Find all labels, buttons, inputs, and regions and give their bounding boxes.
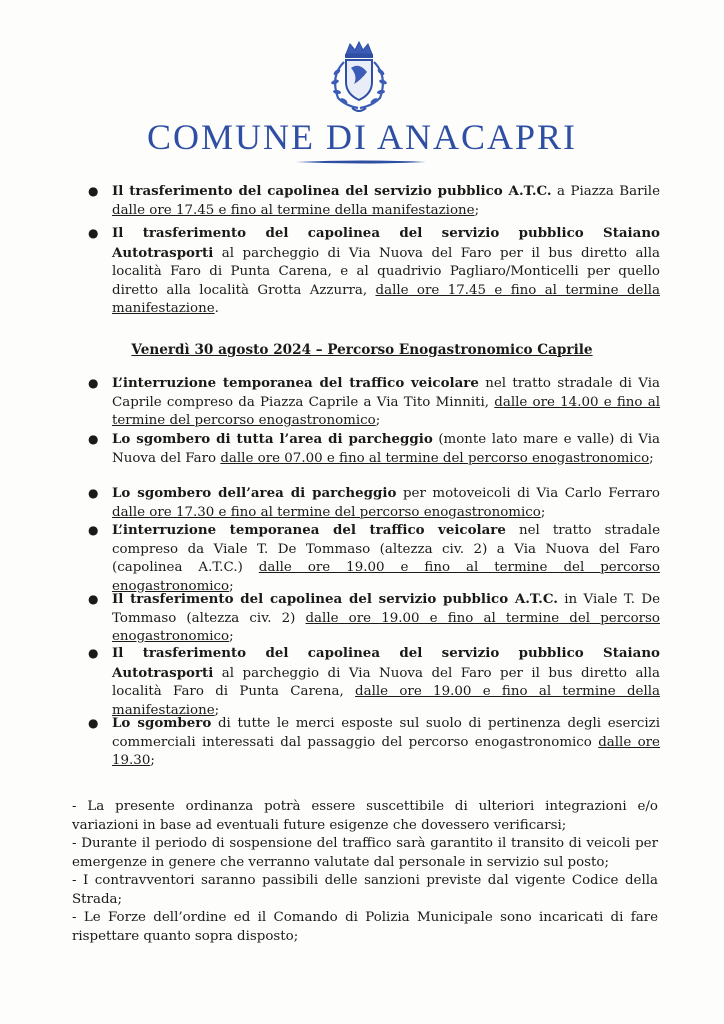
list-item: Il trasferimento del capolinea del servizio pubblico Staiano Autotrasporti al parcheggio di Via Nuova del Faro per il bus diretto alla località Faro di Punta Carena, e al quadrivio Pagliaro/Monticelli per quello diretto alla località Grotta Azzurra, dalle ore 17.45 e fino al termine della manifestazione. [112,225,660,316]
bullet-marker: ● [88,646,99,660]
bullet-marker: ● [88,592,99,606]
bullet-marker: ● [88,184,99,198]
title-divider [296,160,426,164]
note-paragraph: - I contravventori saranno passibili delle sanzioni previste dal vigente Codice della Strada; [72,873,658,907]
list-item: Il trasferimento del capolinea del servizio pubblico A.T.C. a Piazza Barile dalle ore 17.45 e fino al termine della manifestazione; [112,183,660,218]
bullet-marker: ● [88,432,99,446]
bullet-marker: ● [88,486,99,500]
note-paragraph: - Le Forze dell’ordine ed il Comando di Polizia Municipale sono incaricati di fare rispettare quanto sopra disposto; [72,910,658,944]
bullet-marker: ● [88,226,99,240]
section-heading: Venerdì 30 agosto 2024 – Percorso Enogastronomico Caprile [131,342,593,358]
municipal-crest-logo [324,40,394,116]
bullet-marker: ● [88,523,99,537]
list-item: Lo sgombero di tutta l’area di parcheggio (monte lato mare e valle) di Via Nuova del Faro dalle ore 07.00 e fino al termine del percorso enogastronomico; [112,431,661,466]
list-item: Il trasferimento del capolinea del servizio pubblico A.T.C. in Viale T. De Tommaso (altezza civ. 2) dalle ore 19.00 e fino al termine del percorso enogastronomico; [112,591,660,644]
municipality-title: COMUNE DI ANACAPRI [146,117,578,157]
list-item: L’interruzione temporanea del traffico veicolare nel tratto stradale compreso da Viale T. De Tommaso (altezza civ. 2) a Via Nuova del Faro (capolinea A.T.C.) dalle ore 19.00 e fino al termine del percorso enogastronomico; [112,522,661,594]
list-item: Lo sgombero dell’area di parcheggio per motoveicoli di Via Carlo Ferraro dalle ore 17.30 e fino al termine del percorso enogastronomico; [112,485,660,520]
bullet-marker: ● [88,716,99,730]
list-item: Lo sgombero di tutte le merci esposte sul suolo di pertinenza degli esercizi commerciali interessati dal passaggio del percorso enogastronomico dalle ore 19.30; [112,715,660,768]
note-paragraph: - La presente ordinanza potrà essere suscettibile di ulteriori integrazioni e/o variazioni in base ad eventuali future esigenze che dovessero verificarsi; [72,799,658,833]
list-item: L’interruzione temporanea del traffico veicolare nel tratto stradale di Via Caprile compreso da Piazza Caprile a Via Tito Minniti, dalle ore 14.00 e fino al termine del percorso enogastronomico; [112,375,660,428]
note-paragraph: - Durante il periodo di sospensione del traffico sarà garantito il transito di veicoli per emergenze in genere che verranno valutate dal personale in servizio sul posto; [72,836,658,870]
list-item: Il trasferimento del capolinea del servizio pubblico Staiano Autotrasporti al parcheggio di Via Nuova del Faro per il bus diretto alla località Faro di Punta Carena, dalle ore 19.00 e fino al termine della manifestazione; [112,645,661,718]
bullet-marker: ● [88,376,99,390]
